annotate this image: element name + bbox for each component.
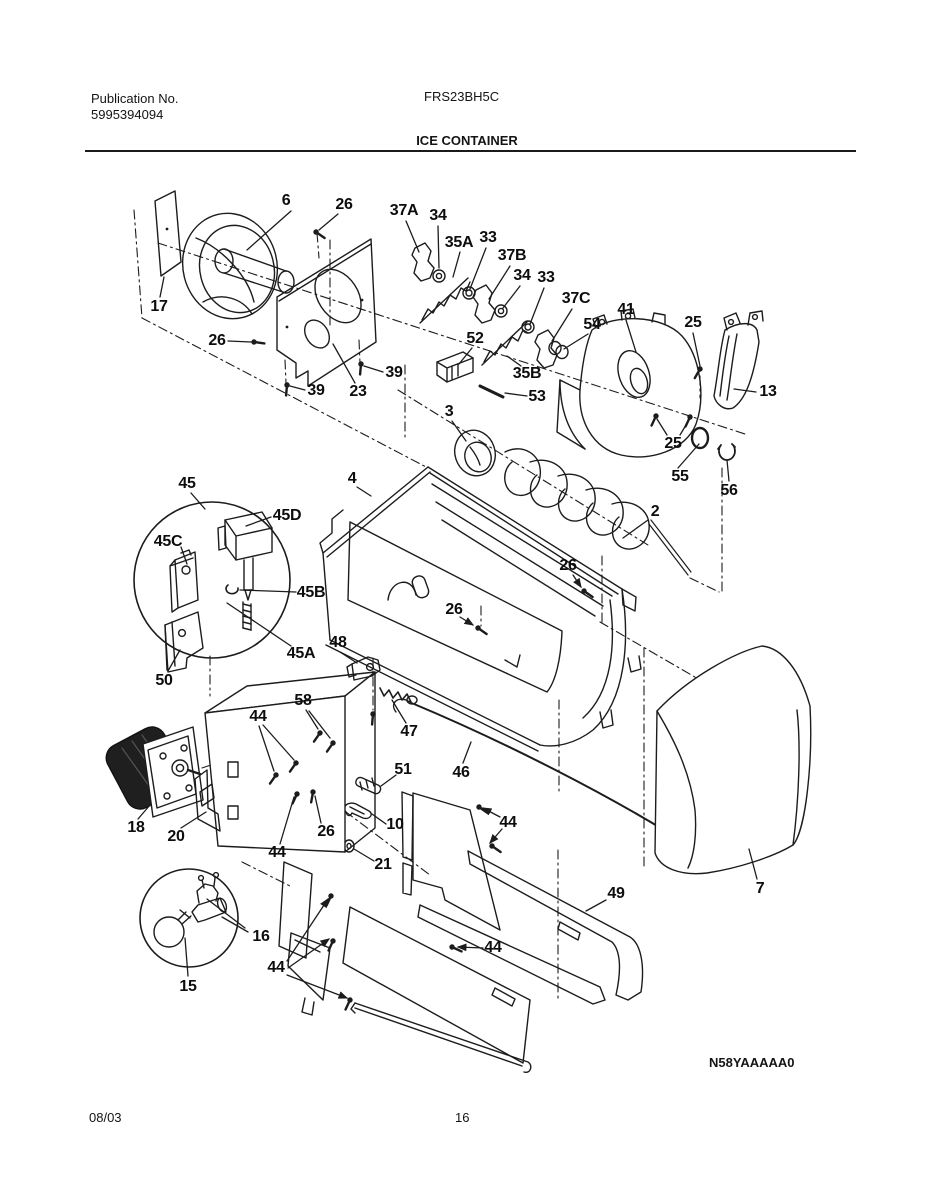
detail-circle-45-solenoid — [134, 502, 290, 672]
part-3-bearing — [449, 425, 501, 481]
part-47-spring — [380, 688, 417, 704]
part-49-tray — [343, 851, 643, 1072]
part-callout-44-46: 44 — [499, 814, 517, 831]
part-callout-45C-30: 45C — [153, 533, 183, 550]
part-callout-45D-27: 45D — [272, 507, 302, 524]
part-callout-34-3: 34 — [429, 207, 447, 224]
part-callout-54-11: 54 — [583, 316, 601, 333]
part-callout-25-23: 25 — [664, 435, 682, 452]
part-callout-37A-2: 37A — [389, 202, 419, 219]
part-18-motor — [101, 722, 203, 817]
part-13-bracket — [714, 311, 763, 409]
part-10-clip — [344, 803, 371, 818]
part-17-plate — [155, 191, 181, 276]
part-55-ring — [692, 428, 708, 448]
part-callout-39-17: 39 — [307, 382, 325, 399]
alignment-lines — [134, 210, 748, 998]
part-callout-26-16: 26 — [208, 332, 226, 349]
part-callout-45-26: 45 — [178, 475, 196, 492]
part-7-cover — [655, 646, 811, 874]
part-callout-49-51: 49 — [607, 885, 625, 902]
publication-label: Publication No. — [91, 91, 179, 106]
part-callout-10-45: 10 — [386, 816, 404, 833]
part-callout-50-36: 50 — [155, 672, 173, 689]
part-callout-26-33: 26 — [445, 601, 463, 618]
part-callout-48-35: 48 — [329, 634, 347, 651]
part-callout-16-50: 16 — [252, 928, 270, 945]
part-callout-26-44: 26 — [317, 823, 335, 840]
section-title: ICE CONTAINER — [416, 133, 518, 148]
part-callout-37B-6: 37B — [497, 247, 527, 264]
part-51-pin — [354, 776, 381, 795]
leader-lines — [138, 211, 757, 998]
part-callout-47-39: 47 — [400, 723, 418, 740]
part-callout-53-21: 53 — [528, 388, 546, 405]
part-callout-44-38: 44 — [249, 708, 267, 725]
part-callout-18-42: 18 — [127, 819, 145, 836]
footer-date: 08/03 — [89, 1110, 122, 1125]
part-56-eclip — [718, 444, 735, 460]
part-callout-37C-9: 37C — [561, 290, 591, 307]
part-callout-44-53: 44 — [484, 939, 502, 956]
footer-page-number: 16 — [455, 1110, 470, 1125]
part-callout-35A-4: 35A — [444, 234, 474, 251]
part-46-wire — [394, 699, 696, 851]
part-callout-45A-34: 45A — [286, 645, 316, 662]
part-callout-46-41: 46 — [452, 764, 470, 781]
part-callout-41-10: 41 — [617, 301, 635, 318]
diagram-id: N58YAAAAA0 — [709, 1055, 795, 1070]
part-callout-33-8: 33 — [537, 269, 555, 286]
part-callout-34-7: 34 — [513, 267, 531, 284]
part-callout-45B-32: 45B — [296, 584, 326, 601]
part-callout-6-0: 6 — [281, 192, 291, 209]
part-callout-26-31: 26 — [559, 557, 577, 574]
part-callout-21-48: 21 — [374, 856, 392, 873]
part-callout-13-14: 13 — [759, 383, 777, 400]
part-callout-26-1: 26 — [335, 196, 353, 213]
part-callout-4-28: 4 — [347, 470, 357, 487]
part-callout-2-29: 2 — [650, 503, 660, 520]
part-callout-51-40: 51 — [394, 761, 412, 778]
part-6-wheel — [172, 203, 294, 329]
part-callout-25-12: 25 — [684, 314, 702, 331]
part-2-auger — [505, 449, 691, 575]
part-callout-56-25: 56 — [720, 482, 738, 499]
part-callout-3-22: 3 — [444, 403, 454, 420]
part-callout-20-43: 20 — [167, 828, 185, 845]
screws — [251, 228, 704, 1010]
part-callout-35B-20: 35B — [512, 365, 542, 382]
part-callout-44-54: 44 — [267, 959, 285, 976]
part-callout-52-13: 52 — [466, 330, 484, 347]
model-number: FRS23BH5C — [424, 89, 500, 104]
part-callout-7-49: 7 — [755, 880, 765, 897]
part-callout-33-5: 33 — [479, 229, 497, 246]
part-callout-58-37: 58 — [294, 692, 312, 709]
part-callout-17-15: 17 — [150, 298, 168, 315]
crusher-assembly — [412, 243, 568, 397]
publication-number: 5995394094 — [91, 107, 164, 122]
part-callout-55-24: 55 — [671, 468, 689, 485]
part-callout-15-52: 15 — [179, 978, 197, 995]
part-callout-23-18: 23 — [349, 383, 367, 400]
part-callout-44-47: 44 — [268, 844, 286, 861]
part-callout-39-19: 39 — [385, 364, 403, 381]
